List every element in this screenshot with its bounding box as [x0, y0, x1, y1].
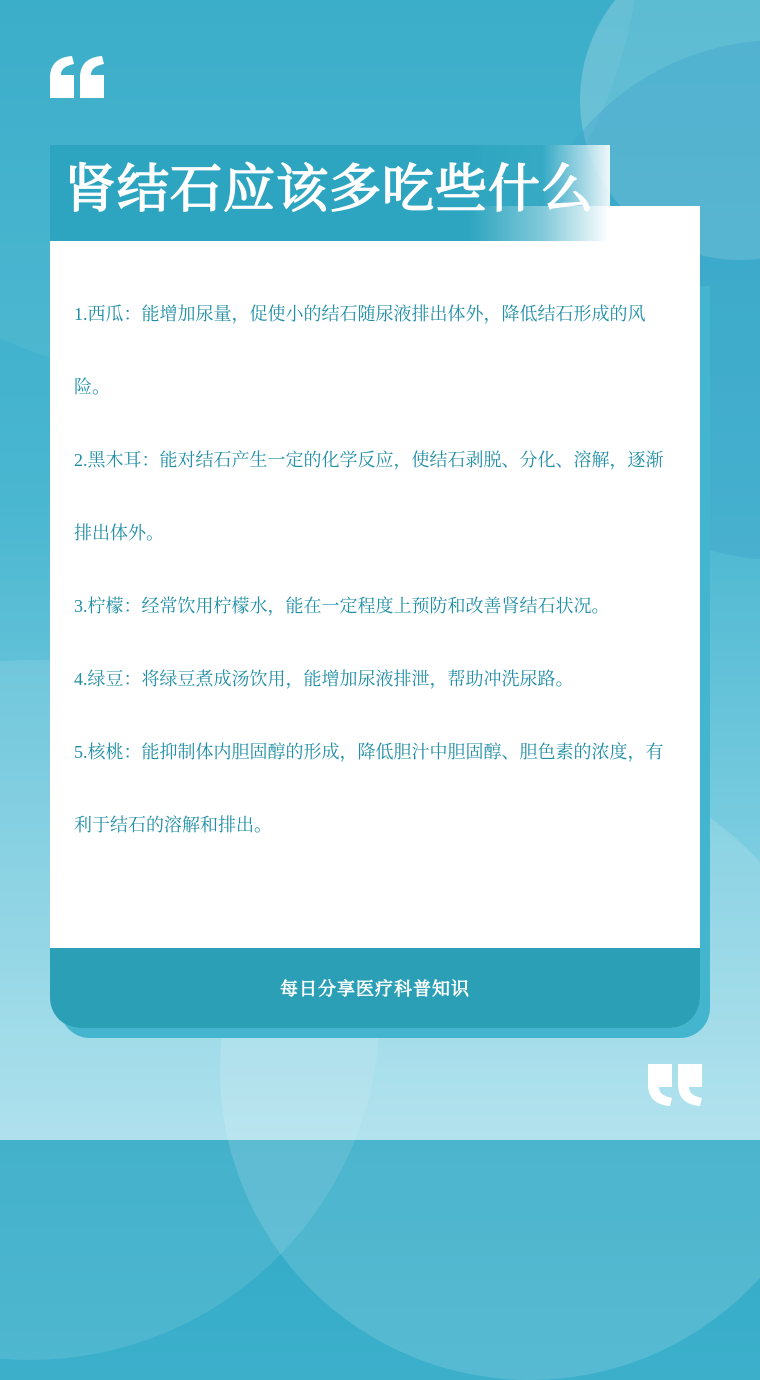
footer-text: 每日分享医疗科普知识	[280, 979, 470, 1000]
list-item	[74, 643, 680, 716]
close-quote-icon	[646, 1064, 702, 1106]
list-item	[74, 570, 680, 643]
list-item	[74, 424, 680, 570]
item-number: 3.	[74, 596, 88, 616]
open-quote-icon	[50, 56, 106, 98]
footer-banner	[50, 948, 700, 1028]
item-number: 4.	[74, 669, 88, 689]
list-item	[74, 716, 680, 862]
item-number: 2.	[74, 450, 88, 470]
list-item	[74, 278, 680, 424]
food-list	[74, 278, 680, 862]
item-number: 1.	[74, 304, 88, 324]
page-title: 肾结石应该多吃些什么	[64, 160, 595, 220]
item-text: 核桃：能抑制体内胆固醇的形成，降低胆汁中胆固醇、胆色素的浓度，有利于结石的溶解和排出。	[74, 742, 664, 836]
item-number: 5.	[74, 742, 88, 762]
item-text: 西瓜：能增加尿量，促使小的结石随尿液排出体外，降低结石形成的风险。	[74, 304, 646, 398]
item-text: 黑木耳：能对结石产生一定的化学反应，使结石剥脱、分化、溶解，逐渐排出体外。	[74, 450, 664, 544]
item-text: 柠檬：经常饮用柠檬水，能在一定程度上预防和改善肾结石状况。	[87, 596, 610, 617]
item-text: 绿豆：将绿豆煮成汤饮用，能增加尿液排泄，帮助冲洗尿路。	[87, 669, 574, 690]
